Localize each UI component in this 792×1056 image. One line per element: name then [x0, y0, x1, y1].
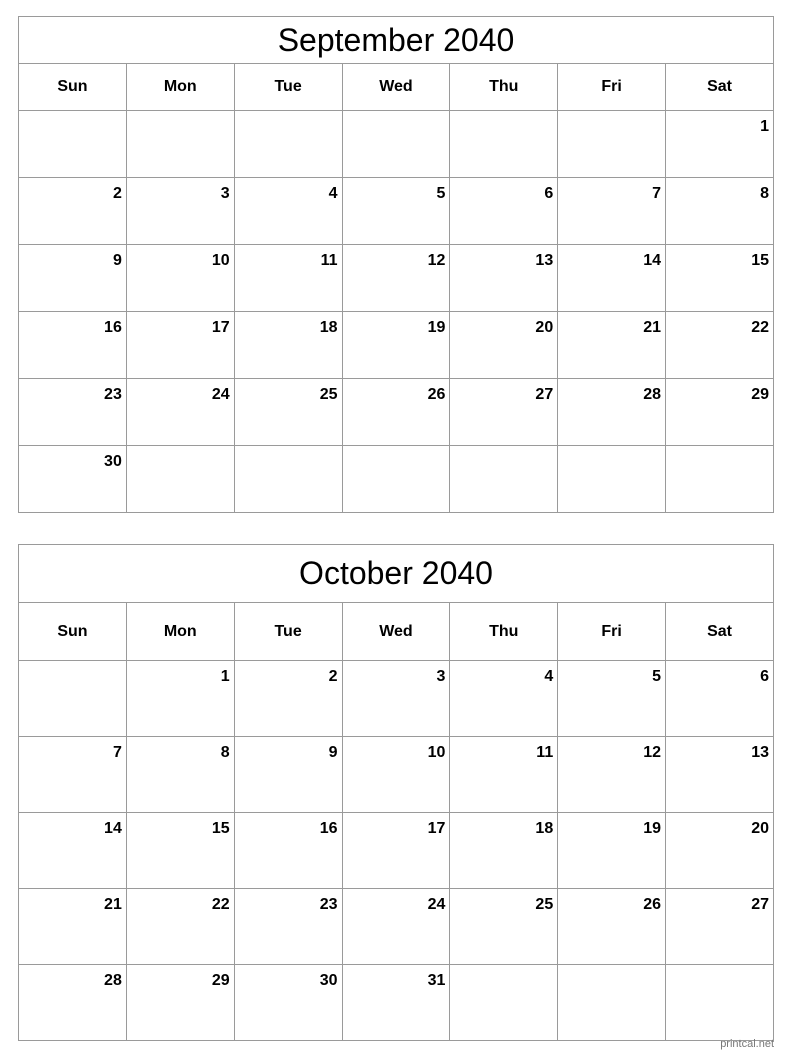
day-cell	[234, 661, 342, 737]
day-cell	[19, 379, 127, 446]
calendar-october	[18, 544, 774, 1041]
day-cell	[234, 813, 342, 889]
day-cell	[234, 379, 342, 446]
empty-day-cell	[558, 446, 666, 513]
day-number: 22	[751, 319, 769, 336]
day-cell	[234, 965, 342, 1041]
day-cell	[342, 245, 450, 312]
day-number	[666, 965, 773, 972]
weekday-header: Fri	[558, 64, 666, 111]
empty-day-cell	[234, 111, 342, 178]
day-number: 8	[760, 185, 769, 202]
empty-day-cell	[558, 111, 666, 178]
day-cell	[126, 661, 234, 737]
day-cell	[342, 379, 450, 446]
day-number: 9	[328, 744, 338, 761]
day-cell	[450, 661, 558, 737]
day-number: 31	[427, 972, 446, 989]
day-number: 1	[220, 668, 230, 685]
day-number: 29	[751, 386, 769, 403]
day-cell	[666, 111, 774, 178]
day-number	[666, 446, 773, 453]
day-number: 26	[427, 386, 446, 403]
day-number: 3	[436, 668, 446, 685]
week-row	[19, 379, 774, 446]
day-cell	[558, 889, 666, 965]
day-cell	[19, 245, 127, 312]
day-cell	[558, 178, 666, 245]
day-number: 19	[427, 319, 446, 336]
empty-day-cell	[450, 111, 558, 178]
day-number: 22	[211, 896, 230, 913]
week-row	[19, 111, 774, 178]
week-row	[19, 889, 774, 965]
day-cell	[19, 813, 127, 889]
day-number: 26	[643, 896, 662, 913]
day-number: 24	[211, 386, 230, 403]
day-number	[19, 661, 126, 668]
day-cell	[342, 312, 450, 379]
day-number: 5	[436, 185, 446, 202]
day-cell	[19, 312, 127, 379]
week-row	[19, 813, 774, 889]
day-cell	[558, 245, 666, 312]
day-number: 15	[211, 820, 230, 837]
week-row	[19, 737, 774, 813]
day-number	[450, 446, 557, 453]
day-number: 18	[535, 820, 554, 837]
day-number: 15	[751, 252, 769, 269]
day-number: 18	[319, 319, 338, 336]
day-number: 17	[427, 820, 446, 837]
empty-day-cell	[342, 446, 450, 513]
weekday-header: Fri	[558, 603, 666, 661]
day-number: 1	[760, 118, 769, 135]
weekday-header: Mon	[126, 64, 234, 111]
day-number: 23	[104, 386, 122, 403]
weekday-header: Thu	[450, 603, 558, 661]
day-number: 2	[328, 668, 338, 685]
day-number	[127, 446, 234, 453]
day-number: 19	[643, 820, 662, 837]
day-number: 25	[319, 386, 338, 403]
day-number: 25	[535, 896, 554, 913]
day-cell	[558, 379, 666, 446]
day-number: 21	[643, 319, 662, 336]
day-cell	[450, 245, 558, 312]
day-number: 2	[112, 185, 122, 202]
day-cell	[558, 737, 666, 813]
weekday-header: Tue	[234, 603, 342, 661]
day-cell	[126, 178, 234, 245]
day-number: 8	[220, 744, 230, 761]
empty-day-cell	[126, 446, 234, 513]
day-cell	[342, 737, 450, 813]
day-number: 11	[320, 252, 338, 269]
day-number: 6	[544, 185, 554, 202]
day-cell	[126, 813, 234, 889]
day-number	[558, 446, 665, 453]
empty-day-cell	[666, 446, 774, 513]
day-cell	[234, 178, 342, 245]
day-cell	[234, 737, 342, 813]
day-number: 21	[104, 896, 122, 913]
day-number	[235, 446, 342, 453]
day-cell	[342, 813, 450, 889]
weekday-header: Thu	[450, 64, 558, 111]
empty-day-cell	[234, 446, 342, 513]
day-cell	[126, 737, 234, 813]
day-number: 3	[220, 185, 230, 202]
day-cell	[666, 737, 774, 813]
day-number: 7	[112, 744, 122, 761]
day-cell	[666, 178, 774, 245]
day-number: 16	[104, 319, 122, 336]
day-number: 30	[104, 453, 122, 470]
day-number: 10	[427, 744, 446, 761]
day-cell	[126, 965, 234, 1041]
day-number	[19, 111, 126, 118]
day-cell	[234, 312, 342, 379]
empty-day-cell	[558, 965, 666, 1041]
day-number: 13	[751, 744, 769, 761]
day-cell	[234, 245, 342, 312]
day-number	[558, 965, 665, 972]
day-cell	[450, 813, 558, 889]
day-cell	[126, 245, 234, 312]
empty-day-cell	[342, 111, 450, 178]
empty-day-cell	[19, 661, 127, 737]
day-number: 11	[536, 744, 554, 761]
day-number: 28	[104, 972, 122, 989]
weekday-header: Mon	[126, 603, 234, 661]
day-cell	[450, 312, 558, 379]
day-number: 5	[652, 668, 662, 685]
day-cell	[666, 312, 774, 379]
day-number	[127, 111, 234, 118]
day-cell	[558, 312, 666, 379]
week-row	[19, 245, 774, 312]
day-number: 4	[328, 185, 338, 202]
week-row	[19, 661, 774, 737]
day-number: 13	[535, 252, 554, 269]
week-row	[19, 312, 774, 379]
day-number	[450, 965, 557, 972]
day-cell	[126, 379, 234, 446]
day-cell	[450, 379, 558, 446]
weekday-header: Sun	[19, 64, 127, 111]
day-cell	[558, 661, 666, 737]
empty-day-cell	[126, 111, 234, 178]
empty-day-cell	[19, 111, 127, 178]
day-number	[343, 446, 450, 453]
day-number: 12	[427, 252, 446, 269]
day-cell	[558, 813, 666, 889]
day-number	[558, 111, 665, 118]
calendar-september	[18, 16, 774, 513]
day-number: 20	[751, 820, 769, 837]
month-title: October 2040	[19, 545, 774, 603]
week-row	[19, 965, 774, 1041]
weekday-header: Sat	[666, 603, 774, 661]
weekday-header: Sun	[19, 603, 127, 661]
day-number: 24	[427, 896, 446, 913]
day-number: 30	[319, 972, 338, 989]
day-number: 16	[319, 820, 338, 837]
day-cell	[19, 737, 127, 813]
day-number: 10	[211, 252, 230, 269]
month-grid	[19, 111, 774, 513]
day-cell	[666, 889, 774, 965]
day-cell	[450, 178, 558, 245]
day-number	[450, 111, 557, 118]
week-row	[19, 446, 774, 513]
day-number: 6	[760, 668, 769, 685]
empty-day-cell	[450, 446, 558, 513]
day-number: 28	[643, 386, 662, 403]
week-row	[19, 178, 774, 245]
weekday-header: Wed	[342, 64, 450, 111]
weekday-header: Wed	[342, 603, 450, 661]
day-number: 20	[535, 319, 554, 336]
weekday-header: Tue	[234, 64, 342, 111]
empty-day-cell	[666, 965, 774, 1041]
day-cell	[234, 889, 342, 965]
day-number: 29	[211, 972, 230, 989]
weekday-header: Sat	[666, 64, 774, 111]
day-cell	[450, 889, 558, 965]
day-cell	[450, 737, 558, 813]
day-cell	[666, 245, 774, 312]
day-number: 14	[104, 820, 122, 837]
day-number: 12	[643, 744, 662, 761]
day-cell	[666, 379, 774, 446]
day-cell	[19, 178, 127, 245]
day-number: 14	[643, 252, 662, 269]
day-cell	[342, 178, 450, 245]
day-number: 7	[652, 185, 662, 202]
day-cell	[126, 889, 234, 965]
day-number: 17	[211, 319, 230, 336]
day-number: 27	[751, 896, 769, 913]
day-cell	[666, 813, 774, 889]
day-cell	[19, 965, 127, 1041]
day-cell	[342, 889, 450, 965]
day-cell	[19, 446, 127, 513]
day-cell	[342, 661, 450, 737]
month-grid	[19, 661, 774, 1041]
day-number	[343, 111, 450, 118]
empty-day-cell	[450, 965, 558, 1041]
day-cell	[19, 889, 127, 965]
day-number: 23	[319, 896, 338, 913]
day-number: 9	[112, 252, 122, 269]
day-cell	[342, 965, 450, 1041]
day-number	[235, 111, 342, 118]
day-number: 4	[544, 668, 554, 685]
day-cell	[666, 661, 774, 737]
day-cell	[126, 312, 234, 379]
day-number: 27	[535, 386, 554, 403]
month-title: September 2040	[19, 17, 774, 64]
site-credit[interactable]: printcal.net	[720, 1038, 774, 1050]
